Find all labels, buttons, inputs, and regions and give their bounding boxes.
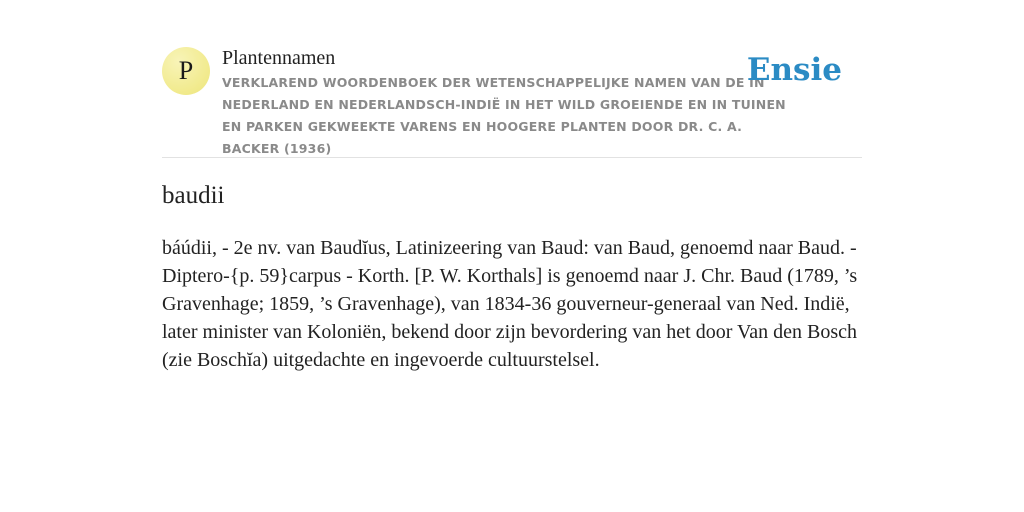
entry-title: baudii [162, 182, 225, 209]
dictionary-subtitle: VERKLAREND WOORDENBOEK DER WETENSCHAPPELIJKE NAMEN VAN DE IN NEDERLAND EN NEDERLANDSCH-INDIË IN HET WILD GROEIENDE EN IN TUINEN EN PARKEN GEKWEEKTE VARENS EN HOOGERE PLANTEN DOOR DR. C. A. BACKER (1936) [222, 75, 786, 156]
dictionary-title[interactable]: Plantennamen [222, 47, 336, 69]
ensie-logo-link[interactable]: Ensie [746, 52, 842, 88]
dictionary-header [162, 44, 862, 158]
dictionary-avatar[interactable]: P [162, 47, 210, 95]
entry-definition: báúdii, - 2e nv. van Baudĭus, Latinizeering van Baud: van Baud, genoemd naar Baud. - Diptero-{p. 59}carpus - Korth. [P. W. Korthals] is genoemd naar J. Chr. Baud (1789, ’s Gravenhage; 1859, ’s Gravenhage), van 1834-36 gouverneur-generaal van Ned. Indië, later minister van Koloniën, bekend door zijn bevordering van het door Van den Bosch (zie Boschĭa) uitgedachte en ingevoerde cultuurstelsel. [162, 237, 858, 371]
header-divider [162, 157, 862, 158]
